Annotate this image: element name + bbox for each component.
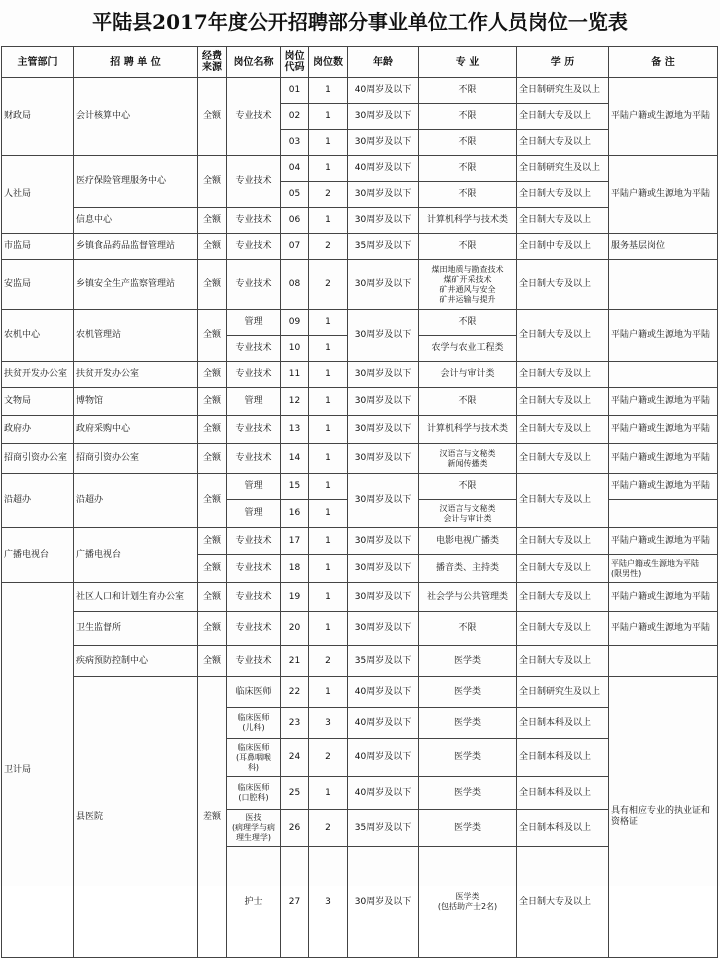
- post-code-cell: 08: [281, 260, 309, 310]
- table-row: [2, 677, 718, 708]
- table-row: [2, 310, 718, 336]
- table-row: [2, 646, 718, 677]
- note-cell: 平陆户籍或生源地为平陆: [609, 583, 718, 612]
- post-count-cell: 1: [309, 555, 348, 583]
- post-name-line: (儿科): [242, 723, 265, 732]
- header-fund: 经费来源: [198, 47, 227, 78]
- dept-cell: 人社局: [2, 156, 74, 234]
- major-cell: 医学类: [419, 810, 517, 847]
- unit-cell: 医疗保险管理服务中心: [74, 156, 198, 208]
- age-cell: 35周岁及以下: [348, 810, 419, 847]
- edu-cell: 全日制中专及以上: [517, 234, 609, 260]
- table-row: [2, 528, 718, 555]
- age-cell: 30周岁及以下: [348, 104, 419, 130]
- post-name-line: (病理学与病: [231, 823, 276, 832]
- post-code-cell: 21: [281, 646, 309, 677]
- unit-cell: 县医院: [74, 677, 198, 958]
- post-code-cell: 12: [281, 388, 309, 416]
- age-cell: 40周岁及以下: [348, 78, 419, 104]
- age-cell: 30周岁及以下: [348, 416, 419, 444]
- note-cell: [609, 555, 718, 583]
- post-name-line: (口腔科): [238, 793, 269, 802]
- post-code-cell: 14: [281, 444, 309, 474]
- age-cell: 30周岁及以下: [348, 310, 419, 362]
- post-count-cell: 2: [309, 234, 348, 260]
- post-count-cell: 1: [309, 208, 348, 234]
- major-cell: 计算机科学与技术类: [419, 416, 517, 444]
- post-code-cell: 01: [281, 78, 309, 104]
- post-name-cell: 管理: [227, 388, 281, 416]
- major-cell: 播音类、主持类: [419, 555, 517, 583]
- age-cell: 35周岁及以下: [348, 646, 419, 677]
- table-row: [2, 156, 718, 182]
- dept-cell: 财政局: [2, 78, 74, 156]
- post-count-cell: 1: [309, 416, 348, 444]
- fund-cell: 全额: [198, 444, 227, 474]
- age-cell: 30周岁及以下: [348, 182, 419, 208]
- post-name-cell: 专业技术: [227, 234, 281, 260]
- major-cell: 医学类: [419, 777, 517, 810]
- major-line: 会计与审计类: [443, 513, 492, 523]
- major-line: 煤矿开采技术: [443, 274, 492, 284]
- post-count-cell: 1: [309, 388, 348, 416]
- dept-cell: 广播电视台: [2, 528, 74, 583]
- age-cell: 30周岁及以下: [348, 612, 419, 646]
- age-cell: 40周岁及以下: [348, 739, 419, 777]
- note-cell: [609, 362, 718, 388]
- post-count-cell: 1: [309, 310, 348, 336]
- fund-cell: 全额: [198, 310, 227, 362]
- fund-cell: 全额: [198, 646, 227, 677]
- post-name-cell: 护士: [227, 847, 281, 958]
- edu-cell: 全日制研究生及以上: [517, 677, 609, 708]
- header-unit: 招 聘 单 位: [74, 47, 198, 78]
- edu-cell: 全日制本科及以上: [517, 708, 609, 739]
- edu-cell: 全日制本科及以上: [517, 777, 609, 810]
- post-name-cell: 管理: [227, 474, 281, 500]
- post-code-cell: 20: [281, 612, 309, 646]
- fund-cell: 全额: [198, 78, 227, 156]
- edu-cell: 全日制大专及以上: [517, 646, 609, 677]
- dept-cell: 沿超办: [2, 474, 74, 528]
- edu-cell: 全日制大专及以上: [517, 528, 609, 555]
- post-name-cell: 临床医师: [227, 677, 281, 708]
- post-name-cell: 专业技术: [227, 444, 281, 474]
- unit-cell: 政府采购中心: [74, 416, 198, 444]
- fund-cell: 差额: [198, 677, 227, 958]
- edu-cell: 全日制大专及以上: [517, 362, 609, 388]
- fund-cell: 全额: [198, 260, 227, 310]
- note-cell: 服务基层岗位: [609, 234, 718, 260]
- post-code-cell: 10: [281, 336, 309, 362]
- age-cell: 30周岁及以下: [348, 847, 419, 958]
- post-code-cell: 17: [281, 528, 309, 555]
- post-name-cell: 管理: [227, 500, 281, 528]
- post-code-cell: 15: [281, 474, 309, 500]
- note-cell: [609, 260, 718, 310]
- unit-cell: 乡镇食品药品监督管理站: [74, 234, 198, 260]
- post-code-cell: 11: [281, 362, 309, 388]
- major-cell: 医学类: [419, 708, 517, 739]
- post-count-cell: 2: [309, 182, 348, 208]
- post-name-cell: 专业技术: [227, 612, 281, 646]
- major-cell: [419, 500, 517, 528]
- table-row: [2, 583, 718, 612]
- table-row: [2, 78, 718, 104]
- post-name-line: 临床医师: [237, 783, 270, 792]
- note-line: 资格证: [611, 817, 639, 827]
- header-note: 备 注: [609, 47, 718, 78]
- fund-cell: 全额: [198, 234, 227, 260]
- fund-cell: 全额: [198, 612, 227, 646]
- post-count-cell: 1: [309, 500, 348, 528]
- note-cell: 平陆户籍或生源地为平陆: [609, 444, 718, 474]
- post-count-cell: 1: [309, 104, 348, 130]
- dept-cell: 扶贫开发办公室: [2, 362, 74, 388]
- note-line: 平陆户籍或生源地为平陆: [611, 558, 699, 568]
- major-cell: [419, 444, 517, 474]
- age-cell: 40周岁及以下: [348, 708, 419, 739]
- note-line: (限男性): [611, 568, 642, 578]
- major-line: 矿井运输与提升: [439, 294, 496, 304]
- post-count-cell: 1: [309, 78, 348, 104]
- note-cell: [609, 646, 718, 677]
- positions-table: [1, 46, 718, 958]
- edu-cell: 全日制本科及以上: [517, 810, 609, 847]
- age-cell: 30周岁及以下: [348, 208, 419, 234]
- dept-cell: 市监局: [2, 234, 74, 260]
- age-cell: 40周岁及以下: [348, 677, 419, 708]
- fund-cell: 全额: [198, 362, 227, 388]
- post-name-cell: 专业技术: [227, 528, 281, 555]
- post-name-cell: 专业技术: [227, 208, 281, 234]
- note-cell: [609, 677, 718, 958]
- post-count-cell: 1: [309, 474, 348, 500]
- major-cell: 社会学与公共管理类: [419, 583, 517, 612]
- post-count-cell: 1: [309, 583, 348, 612]
- post-name-cell: 专业技术: [227, 555, 281, 583]
- fund-cell: 全额: [198, 156, 227, 208]
- unit-cell: 社区人口和计划生育办公室: [74, 583, 198, 612]
- major-line: (包括助产士2名): [437, 902, 498, 911]
- major-cell: 农学与农业工程类: [419, 336, 517, 362]
- age-cell: 30周岁及以下: [348, 130, 419, 156]
- major-line: 汉语言与文秘类: [439, 503, 496, 513]
- header-dept: 主管部门: [2, 47, 74, 78]
- fund-cell: 全额: [198, 416, 227, 444]
- note-cell: 平陆户籍或生源地为平陆: [609, 310, 718, 362]
- header-row: [2, 47, 718, 78]
- unit-cell: 卫生监督所: [74, 612, 198, 646]
- post-count-cell: 3: [309, 708, 348, 739]
- major-cell: 不限: [419, 78, 517, 104]
- unit-cell: 农机管理站: [74, 310, 198, 362]
- post-code-cell: 23: [281, 708, 309, 739]
- edu-cell: 全日制大专及以上: [517, 444, 609, 474]
- post-code-cell: 04: [281, 156, 309, 182]
- major-cell: 不限: [419, 156, 517, 182]
- note-cell: 平陆户籍或生源地为平陆: [609, 528, 718, 555]
- major-cell: 医学类: [419, 646, 517, 677]
- age-cell: 30周岁及以下: [348, 362, 419, 388]
- post-name-cell: 专业技术: [227, 416, 281, 444]
- edu-cell: 全日制大专及以上: [517, 555, 609, 583]
- post-name-line: (耳鼻咽喉: [235, 752, 272, 762]
- post-name-cell: 专业技术: [227, 336, 281, 362]
- major-cell: 不限: [419, 474, 517, 500]
- edu-cell: 全日制研究生及以上: [517, 78, 609, 104]
- major-line: 新闻传播类: [447, 458, 488, 468]
- post-code-cell: 18: [281, 555, 309, 583]
- post-code-cell: 09: [281, 310, 309, 336]
- age-cell: 30周岁及以下: [348, 555, 419, 583]
- post-count-cell: 2: [309, 810, 348, 847]
- major-cell: 不限: [419, 388, 517, 416]
- fund-cell: 全额: [198, 474, 227, 528]
- post-code-cell: 26: [281, 810, 309, 847]
- age-cell: 40周岁及以下: [348, 777, 419, 810]
- note-cell: 平陆户籍或生源地为平陆: [609, 388, 718, 416]
- post-code-cell: 27: [281, 847, 309, 958]
- edu-cell: 全日制大专及以上: [517, 310, 609, 362]
- header-major: 专 业: [419, 47, 517, 78]
- post-count-cell: 1: [309, 612, 348, 646]
- age-cell: 30周岁及以下: [348, 474, 419, 528]
- post-name-cell: 专业技术: [227, 260, 281, 310]
- post-name-line: 医技: [245, 813, 262, 822]
- major-line: 医学类: [455, 892, 480, 901]
- major-cell: 电影电视广播类: [419, 528, 517, 555]
- table-row: [2, 612, 718, 646]
- fund-cell: 全额: [198, 388, 227, 416]
- post-name-cell: 专业技术: [227, 583, 281, 612]
- major-cell: [419, 847, 517, 958]
- post-code-cell: 13: [281, 416, 309, 444]
- fund-cell: 全额: [198, 583, 227, 612]
- note-cell: 平陆户籍或生源地为平陆: [609, 156, 718, 234]
- unit-cell: 招商引资办公室: [74, 444, 198, 474]
- header-age: 年龄: [348, 47, 419, 78]
- unit-cell: 广播电视台: [74, 528, 198, 583]
- age-cell: 30周岁及以下: [348, 528, 419, 555]
- dept-cell: 政府办: [2, 416, 74, 444]
- post-code-cell: 06: [281, 208, 309, 234]
- unit-cell: 博物馆: [74, 388, 198, 416]
- table-row: [2, 362, 718, 388]
- post-count-cell: 1: [309, 336, 348, 362]
- header-edu: 学 历: [517, 47, 609, 78]
- unit-cell: 会计核算中心: [74, 78, 198, 156]
- major-line: 煤田地质与勘查技术: [431, 264, 504, 274]
- note-cell: 平陆户籍或生源地为平陆: [609, 612, 718, 646]
- major-cell: 不限: [419, 104, 517, 130]
- age-cell: 30周岁及以下: [348, 388, 419, 416]
- post-count-cell: 1: [309, 528, 348, 555]
- post-code-cell: 25: [281, 777, 309, 810]
- age-cell: 30周岁及以下: [348, 583, 419, 612]
- major-cell: 不限: [419, 182, 517, 208]
- fund-cell: 全额: [198, 208, 227, 234]
- age-cell: 30周岁及以下: [348, 260, 419, 310]
- major-cell: 不限: [419, 130, 517, 156]
- post-code-cell: 05: [281, 182, 309, 208]
- table-row: [2, 474, 718, 500]
- age-cell: 35周岁及以下: [348, 234, 419, 260]
- table-row: [2, 444, 718, 474]
- post-count-cell: 2: [309, 260, 348, 310]
- major-line: 汉语言与文秘类: [439, 448, 496, 458]
- post-count-cell: 2: [309, 739, 348, 777]
- post-name-cell: [227, 739, 281, 777]
- post-code-cell: 24: [281, 739, 309, 777]
- post-code-cell: 16: [281, 500, 309, 528]
- major-cell: 计算机科学与技术类: [419, 208, 517, 234]
- note-cell: 平陆户籍或生源地为平陆: [609, 474, 718, 500]
- document-title: 平陆县2017年度公开招聘部分事业单位工作人员岗位一览表: [92, 10, 628, 34]
- unit-cell: 乡镇安全生产监察管理站: [74, 260, 198, 310]
- note-cell: 平陆户籍或生源地为平陆: [609, 416, 718, 444]
- major-line: 矿井通风与安全: [439, 284, 496, 294]
- post-name-cell: [227, 810, 281, 847]
- dept-cell: 农机中心: [2, 310, 74, 362]
- major-cell: [419, 260, 517, 310]
- edu-cell: 全日制研究生及以上: [517, 156, 609, 182]
- edu-cell: 全日制大专及以上: [517, 612, 609, 646]
- post-count-cell: 1: [309, 362, 348, 388]
- edu-cell: 全日制大专及以上: [517, 260, 609, 310]
- age-cell: 40周岁及以下: [348, 156, 419, 182]
- edu-cell: 全日制大专及以上: [517, 583, 609, 612]
- dept-cell: 招商引资办公室: [2, 444, 74, 474]
- major-cell: 不限: [419, 234, 517, 260]
- post-code-cell: 19: [281, 583, 309, 612]
- major-cell: 会计与审计类: [419, 362, 517, 388]
- post-count-cell: 2: [309, 646, 348, 677]
- post-count-cell: 3: [309, 847, 348, 958]
- edu-cell: 全日制大专及以上: [517, 208, 609, 234]
- post-code-cell: 22: [281, 677, 309, 708]
- post-name-cell: 专业技术: [227, 362, 281, 388]
- age-cell: 30周岁及以下: [348, 444, 419, 474]
- post-count-cell: 1: [309, 777, 348, 810]
- header-post-count: 岗位数: [309, 47, 348, 78]
- post-name-cell: 管理: [227, 310, 281, 336]
- post-name-cell: 专业技术: [227, 78, 281, 156]
- edu-cell: 全日制大专及以上: [517, 104, 609, 130]
- table-row: [2, 388, 718, 416]
- post-code-cell: 07: [281, 234, 309, 260]
- edu-cell: 全日制大专及以上: [517, 416, 609, 444]
- unit-cell: 疾病预防控制中心: [74, 646, 198, 677]
- header-post-code: 岗位代码: [281, 47, 309, 78]
- edu-cell: 全日制大专及以上: [517, 388, 609, 416]
- post-count-cell: 1: [309, 444, 348, 474]
- table-row: [2, 416, 718, 444]
- post-name-cell: [227, 708, 281, 739]
- unit-cell: 沿超办: [74, 474, 198, 528]
- post-count-cell: 1: [309, 677, 348, 708]
- post-name-line: 临床医师: [237, 742, 270, 752]
- major-cell: 医学类: [419, 677, 517, 708]
- header-post-name: 岗位名称: [227, 47, 281, 78]
- table-row: [2, 260, 718, 310]
- post-name-line: 临床医师: [237, 713, 270, 722]
- major-cell: 不限: [419, 612, 517, 646]
- post-count-cell: 1: [309, 130, 348, 156]
- major-cell: 医学类: [419, 739, 517, 777]
- unit-cell: 扶贫开发办公室: [74, 362, 198, 388]
- fund-cell: 全额: [198, 528, 227, 555]
- post-code-cell: 02: [281, 104, 309, 130]
- dept-cell: 安监局: [2, 260, 74, 310]
- major-cell: 不限: [419, 310, 517, 336]
- edu-cell: 全日制大专及以上: [517, 474, 609, 528]
- unit-cell: 信息中心: [74, 208, 198, 234]
- edu-cell: 全日制本科及以上: [517, 739, 609, 777]
- fund-cell: 全额: [198, 555, 227, 583]
- edu-cell: 全日制大专及以上: [517, 130, 609, 156]
- post-code-cell: 03: [281, 130, 309, 156]
- post-name-cell: 专业技术: [227, 646, 281, 677]
- post-name-cell: 专业技术: [227, 156, 281, 208]
- dept-cell: 文物局: [2, 388, 74, 416]
- note-line: 具有相应专业的执业证和: [611, 806, 711, 816]
- post-name-cell: [227, 777, 281, 810]
- post-name-line: 理生理学): [235, 833, 272, 842]
- edu-cell: 全日制大专及以上: [517, 847, 609, 958]
- edu-cell: 全日制大专及以上: [517, 182, 609, 208]
- dept-cell: 卫计局: [2, 583, 74, 958]
- post-count-cell: 1: [309, 156, 348, 182]
- table-row: [2, 234, 718, 260]
- note-cell: 平陆户籍或生源地为平陆: [609, 78, 718, 156]
- note-cell: [609, 500, 718, 528]
- post-name-line: 科): [247, 762, 260, 772]
